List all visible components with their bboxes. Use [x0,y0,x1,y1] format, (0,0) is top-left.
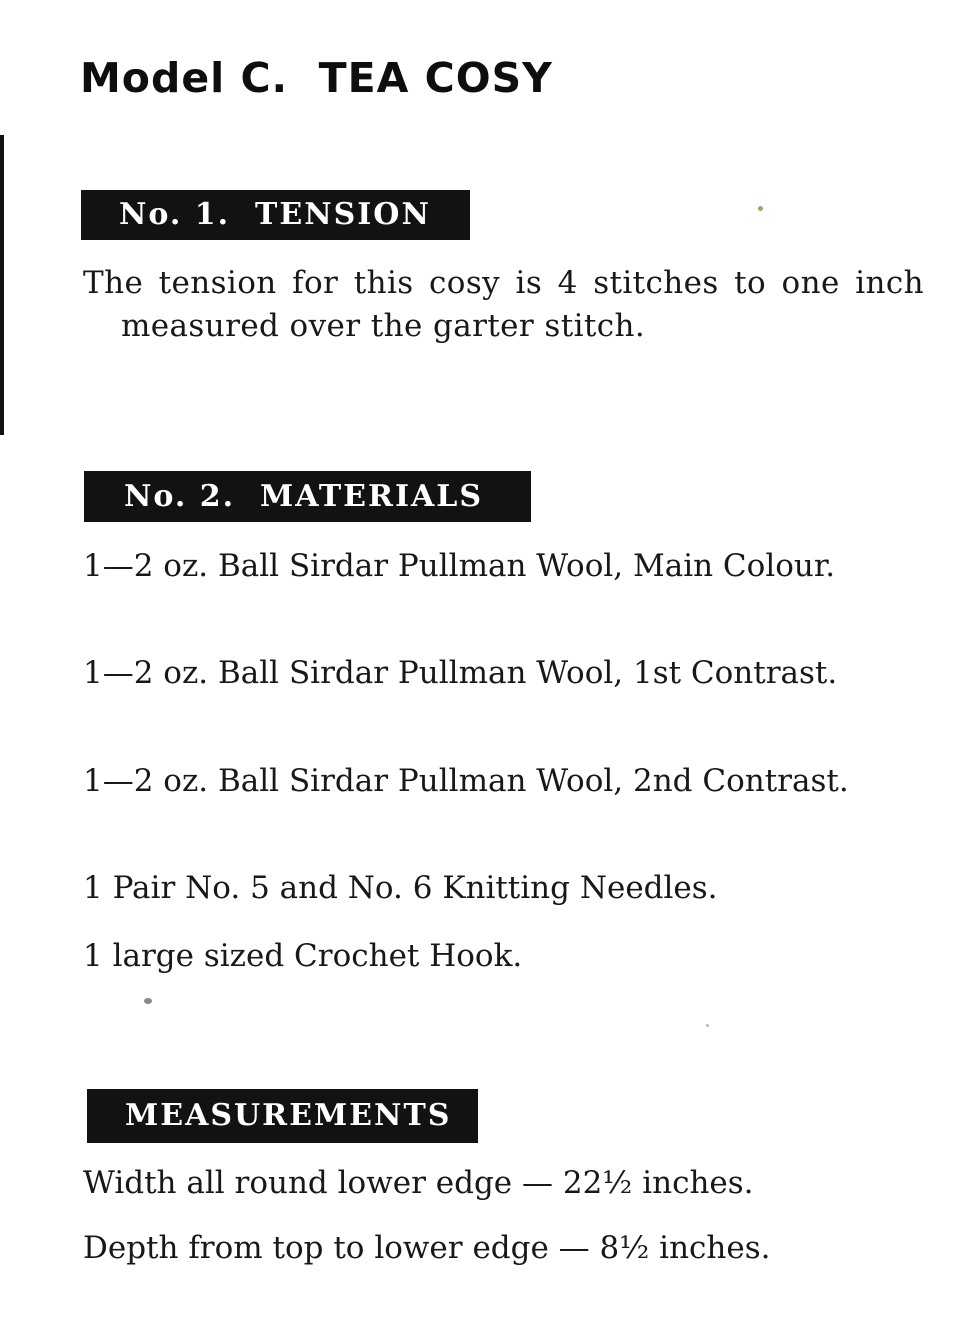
measurement-item: Depth from top to lower edge — 8½ inches. [83,1230,771,1266]
page-title: Model C. TEA COSY [80,54,553,102]
print-speck [144,998,152,1004]
materials-item: 1—2 oz. Ball Sirdar Pullman Wool, 1st Contrast. [83,655,838,691]
section-label-tension: No. 1. TENSION [81,190,470,240]
print-speck [706,1024,709,1027]
materials-item: 1 Pair No. 5 and No. 6 Knitting Needles. [83,870,718,906]
section-label-measurements: MEASUREMENTS [87,1089,478,1143]
tension-text: The tension for this cosy is 4 stitches to one inch measured over the garter stitch. [83,265,924,344]
materials-item: 1—2 oz. Ball Sirdar Pullman Wool, 2nd Contrast. [83,763,849,799]
print-speck [758,206,763,211]
materials-item: 1—2 oz. Ball Sirdar Pullman Wool, Main Colour. [83,548,836,584]
section-label-materials: No. 2. MATERIALS [84,471,531,522]
measurement-item: Width all round lower edge — 22½ inches. [83,1165,754,1201]
materials-item: 1 large sized Crochet Hook. [83,938,523,974]
page-edge-line [0,135,4,435]
